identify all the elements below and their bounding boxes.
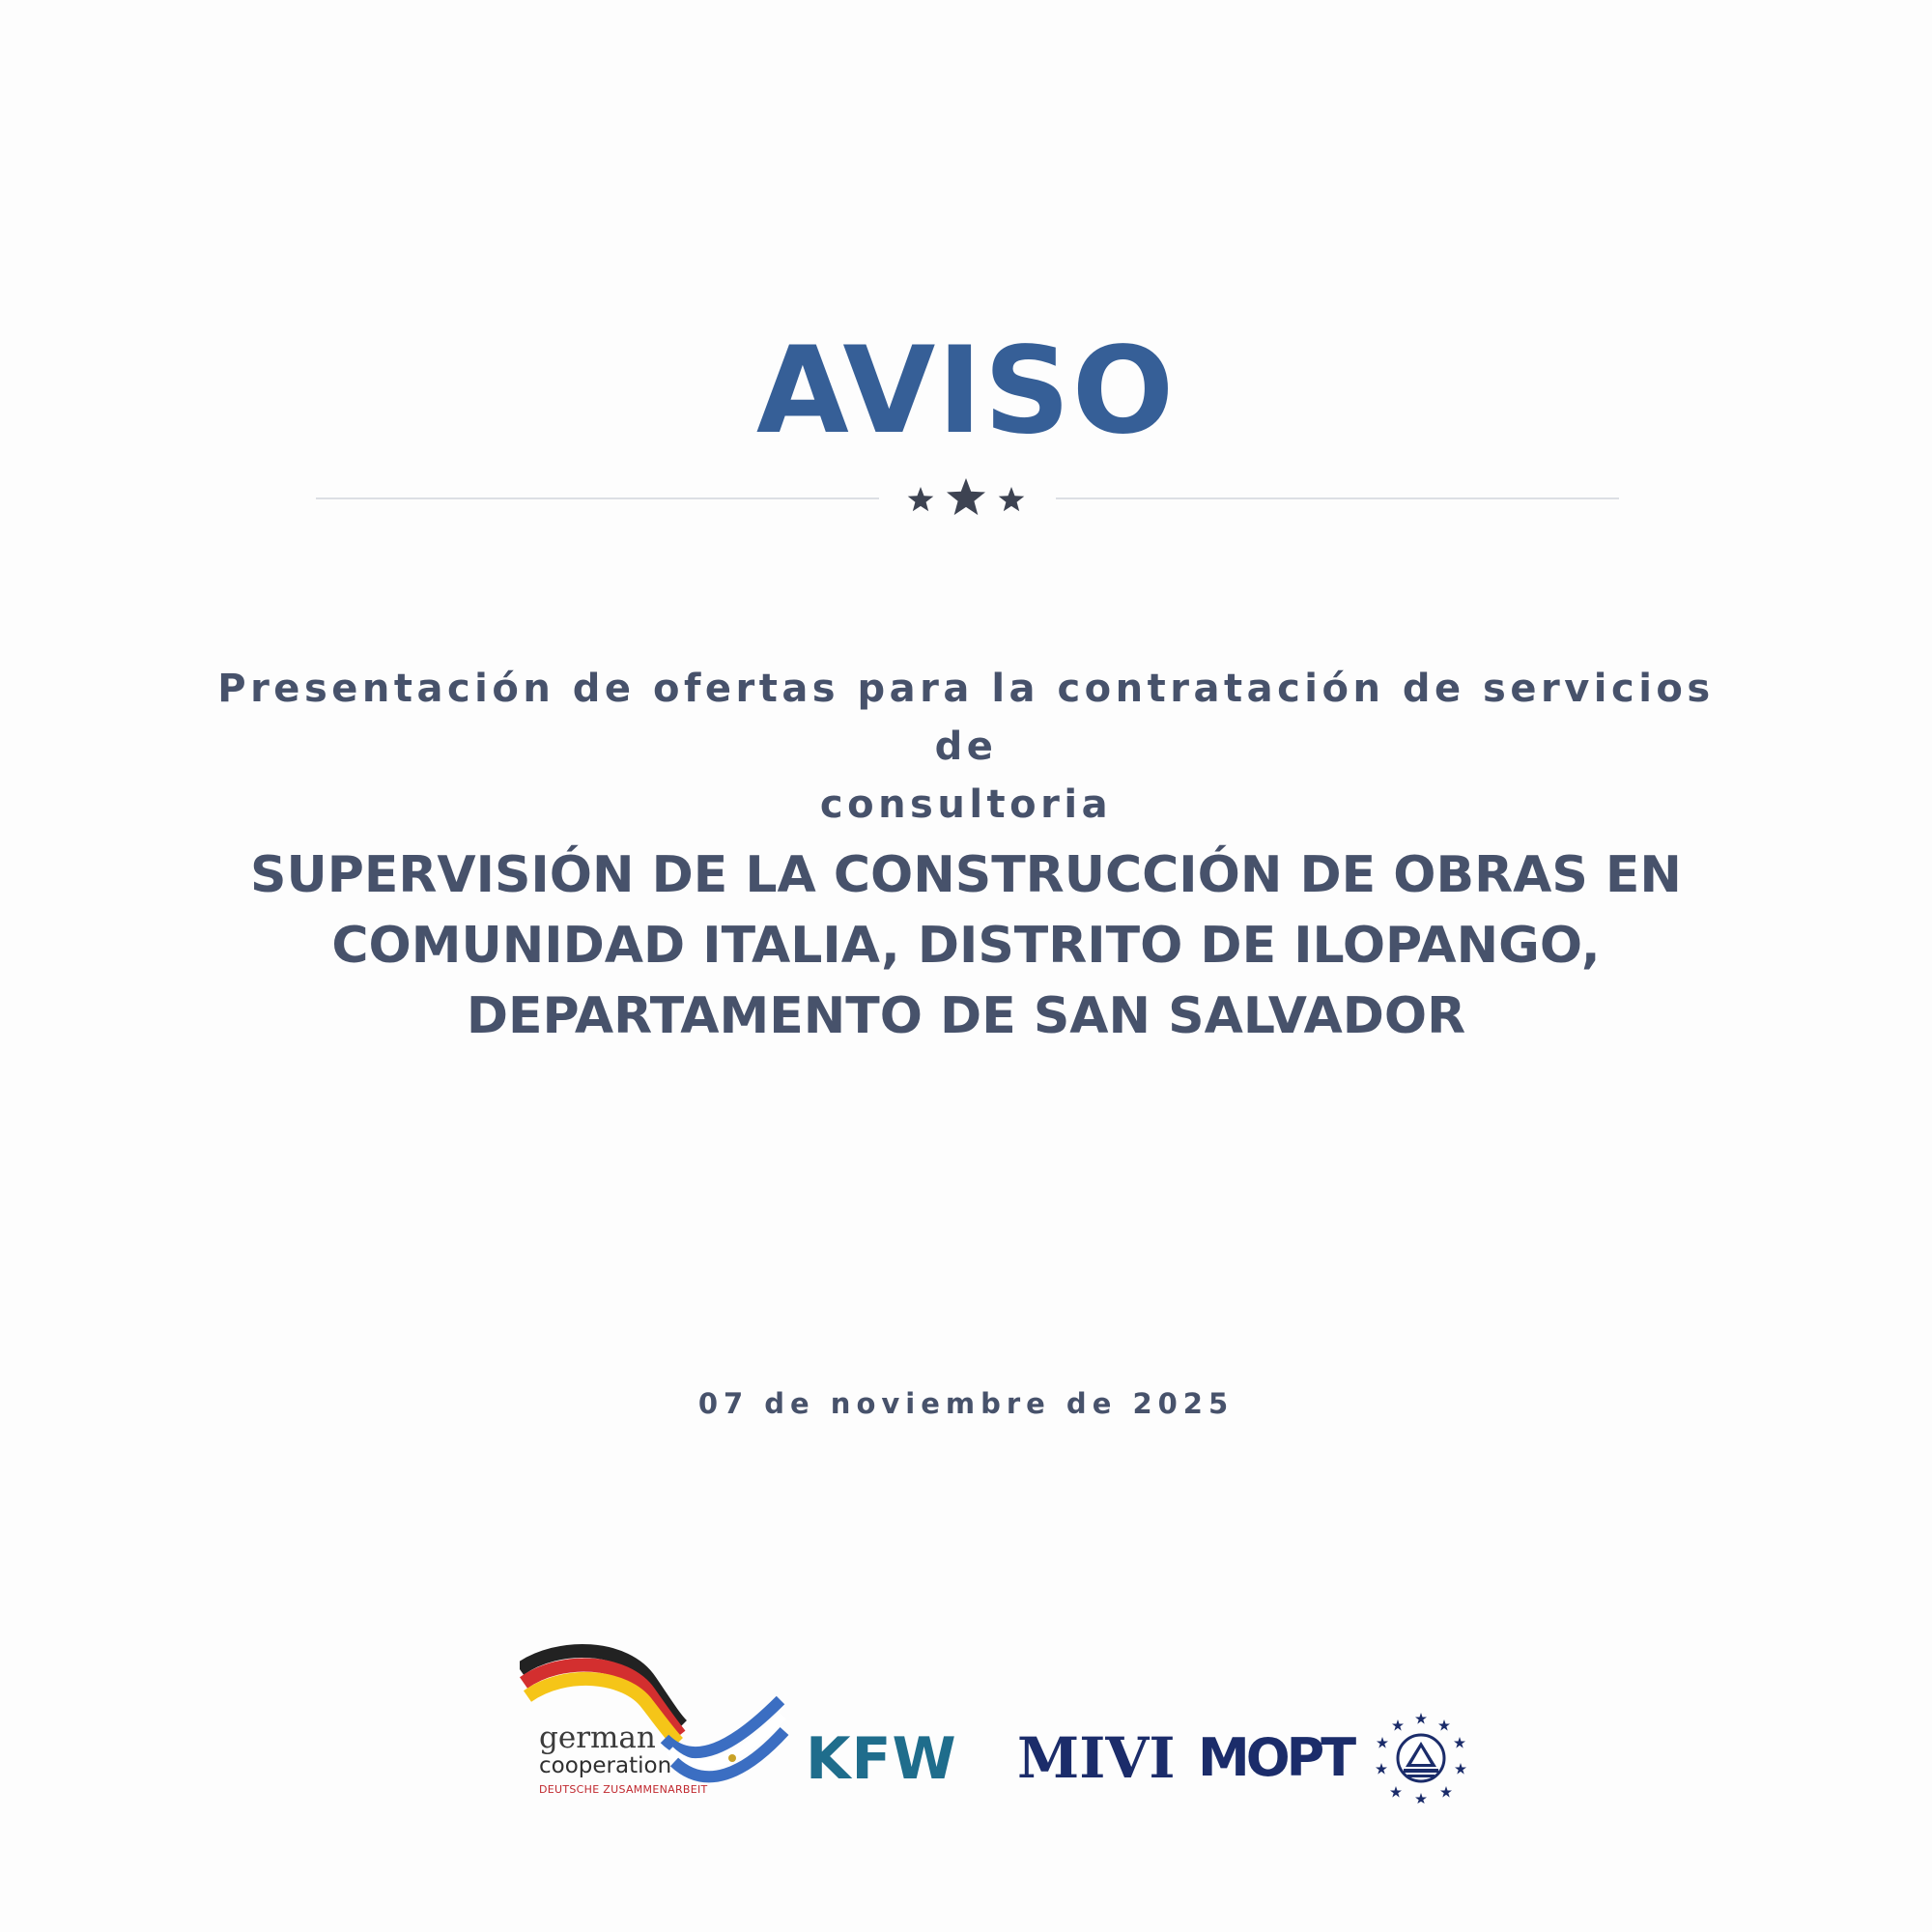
notice-title: AVISO — [755, 322, 1177, 461]
german-cooperation-text-2: cooperation — [539, 1753, 672, 1778]
german-cooperation-text-3: DEUTSCHE ZUSAMMENARBEIT — [539, 1783, 708, 1796]
el-salvador-coat-of-arms-icon — [1375, 1711, 1467, 1804]
project-title-line: SUPERVISIÓN DE LA CONSTRUCCIÓN DE OBRAS EN — [250, 846, 1682, 904]
mivi-logo: MIVI — [1017, 1725, 1176, 1791]
notice-date: 07 de noviembre de 2025 — [697, 1387, 1235, 1420]
subtitle-line: consultoria — [819, 782, 1113, 827]
project-title-line: DEPARTAMENTO DE SAN SALVADOR — [466, 987, 1466, 1045]
subtitle-line: Presentación de ofertas para la contratación de servicios de — [217, 667, 1715, 769]
german-cooperation-text-1: german — [539, 1720, 656, 1755]
mopt-logo: MOPT — [1198, 1727, 1353, 1788]
kfw-logo: KFW — [806, 1725, 957, 1793]
project-title-line: COMUNIDAD ITALIA, DISTRITO DE ILOPANGO, — [331, 917, 1601, 975]
